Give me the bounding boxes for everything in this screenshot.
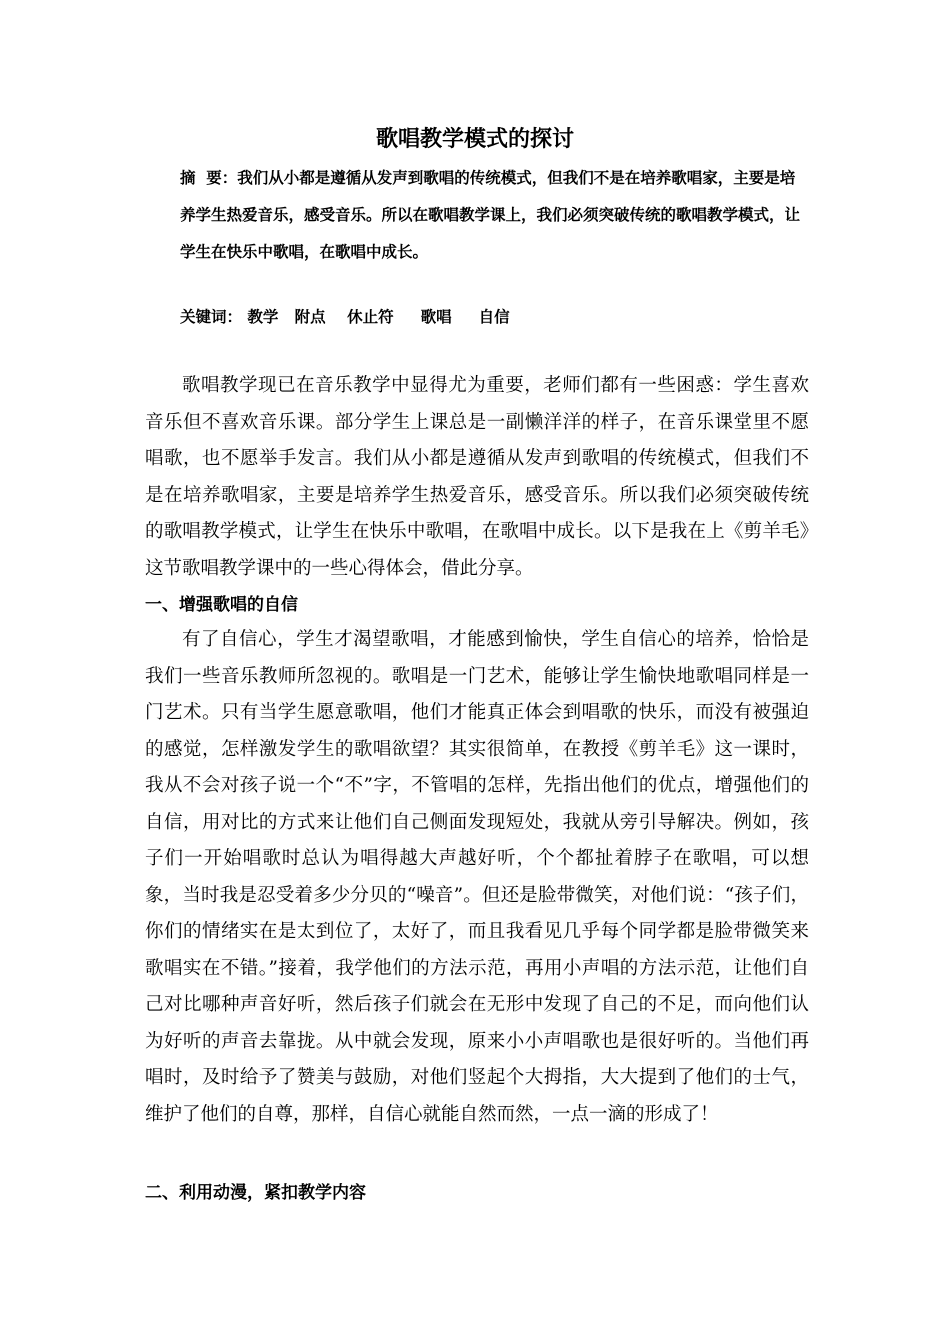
document-title: 歌唱教学模式的探讨 [375, 127, 574, 152]
intro-paragraph-text: 歌唱教学现已在音乐教学中显得尤为重要，老师们都有一些困惑：学生喜欢音乐但不喜欢音乐课。部分学生上课总是一副懒洋洋的样子，在音乐课堂里不愿唱歌，也不愿举手发言。我们从小都是遵循从发声到歌唱的传统模式，但我们不是在培养歌唱家，主要是培养学生热爱音乐，感受音乐。所以我们必须突破传统的歌唱教学模式，让学生在快乐中歌唱，在歌唱中成长。以下是我在上《剪羊毛》这节歌唱教学课中的一些心得体会，借此分享。 [145, 375, 809, 579]
intro-paragraph [145, 368, 809, 587]
keywords-label: 关键词： [180, 308, 243, 326]
section-1-paragraph-text: 有了自信心，学生才渴望歌唱，才能感到愉快，学生自信心的培养，恰恰是我们一些音乐教师所忽视的。歌唱是一门艺术，能够让学生愉快地歌唱同样是一门艺术。只有当学生愿意歌唱，他们才能真正体会到唱歌的快乐，而没有被强迫的感觉，怎样激发学生的歌唱欲望？其实很简单，在教授《剪羊毛》这一课时，我从不会对孩子说一个“不”字，不管唱的怎样，先指出他们的优点，增强他们的自信，用对比的方式来让他们自己侧面发现短处，我就从旁引导解决。例如，孩子们一开始唱歌时总认为唱得越大声越好听，个个都扯着脖子在歌唱，可以想象，当时我是忍受着多少分贝的“噪音”。但还是脸带微笑，对他们说：“孩子们，你们的情绪实在是太到位了，太好了，而且我看见几乎每个同学都是脸带微笑来歌唱实在不错。”接着，我学他们的方法示范，再用小声唱的方法示范，让他们自己对比哪种声音好听，然后孩子们就会在无形中发现了自己的不足，而向他们认为好听的声音去靠拢。从中就会发现，原来小小声唱歌也是很好听的。当他们再唱时，及时给予了赞美与鼓励，对他们竖起个大拇指，大大提到了他们的士气，维护了他们的自尊，那样，自信心就能自然而然，一点一滴的形成了！ [145, 629, 809, 1125]
section-heading-2: 二、利用动漫，紧扣教学内容 [145, 1183, 366, 1203]
keywords-text: 教学 附点 休止符 歌唱 自信 [242, 308, 510, 326]
abstract-label: 摘 要： [180, 169, 238, 187]
abstract [180, 160, 810, 271]
keywords [180, 302, 810, 332]
abstract-text: 我们从小都是遵循从发声到歌唱的传统模式，但我们不是在培养歌唱家，主要是培养学生热爱音乐，感受音乐。所以在歌唱教学课上，我们必须突破传统的歌唱教学模式，让学生在快乐中歌唱，在歌唱中成长。 [180, 169, 801, 261]
section-1-paragraph [145, 622, 809, 1133]
section-heading-1: 一、增强歌唱的自信 [145, 595, 298, 615]
